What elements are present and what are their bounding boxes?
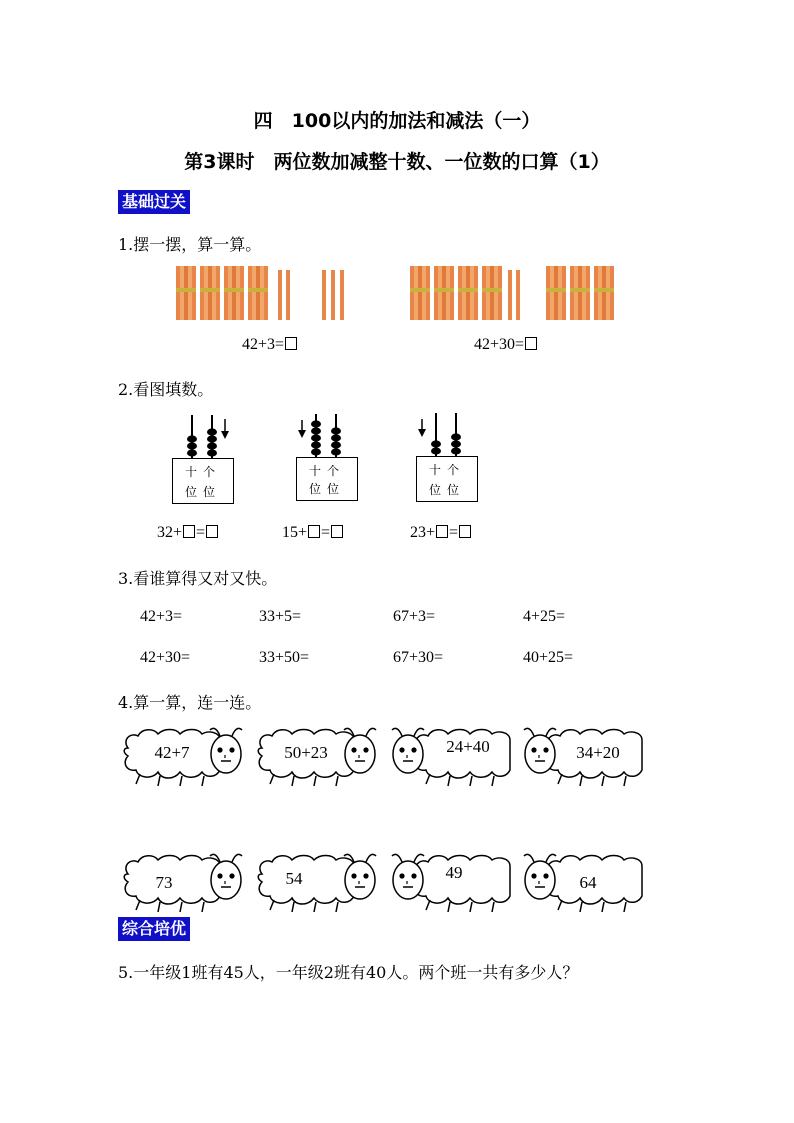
single-stick <box>322 270 326 320</box>
caterpillar-top-1[interactable] <box>120 722 250 788</box>
abacus-3: 十个 位位 <box>416 413 478 505</box>
caterpillar-label: 64 <box>579 873 597 892</box>
caterpillar-bottom-3[interactable] <box>386 848 516 914</box>
q3-item: 33+50= <box>259 649 310 666</box>
caterpillar-top-2[interactable] <box>254 722 384 788</box>
answer-box[interactable] <box>436 525 448 538</box>
stick-bundle <box>176 266 196 320</box>
q3-item: 67+30= <box>393 649 444 666</box>
single-stick <box>516 270 520 320</box>
q1-prompt: 1.摆一摆，算一算。 <box>118 235 262 254</box>
q3-item: 33+5= <box>259 608 302 625</box>
caterpillar-label: 42+7 <box>154 743 190 762</box>
caterpillar-bottom-4[interactable] <box>518 848 648 914</box>
caterpillar-label: 49 <box>445 863 463 882</box>
lesson-title: 第3课时 两位数加减整十数、一位数的口算（1） <box>184 151 610 173</box>
q3-item: 67+3= <box>393 608 436 625</box>
caterpillar-label: 34+20 <box>576 743 620 762</box>
q2-prompt: 2.看图填数。 <box>118 380 214 399</box>
q5-prompt: 5.一年级1班有45人，一年级2班有40人。两个班一共有多少人？ <box>118 963 579 982</box>
answer-box[interactable] <box>206 525 218 538</box>
abacus-1: 十个 位位 <box>172 415 234 505</box>
q3-item: 42+3= <box>140 608 183 625</box>
q2-eq-3: 23+ = <box>410 524 472 542</box>
q3-item: 42+30= <box>140 649 191 666</box>
caterpillar-top-3[interactable] <box>386 722 516 788</box>
caterpillar-label: 24+40 <box>446 737 490 756</box>
answer-box[interactable] <box>308 525 320 538</box>
caterpillar-bottom-1[interactable] <box>120 848 250 914</box>
single-stick <box>508 270 512 320</box>
q1-sticks-left <box>176 262 366 324</box>
answer-box[interactable] <box>459 525 471 538</box>
answer-box[interactable] <box>525 337 537 350</box>
caterpillar-label: 54 <box>285 869 303 888</box>
caterpillar-label: 73 <box>155 873 173 892</box>
single-stick <box>278 270 282 320</box>
caterpillar-top-4[interactable] <box>518 722 648 788</box>
section-basic-badge: 基础过关 <box>118 190 190 214</box>
q3-prompt: 3.看谁算得又对又快。 <box>118 569 278 588</box>
answer-box[interactable] <box>331 525 343 538</box>
section-advanced-badge: 综合培优 <box>118 917 190 941</box>
single-stick <box>331 270 335 320</box>
q4-prompt: 4.算一算，连一连。 <box>118 693 262 712</box>
q3-item: 4+25= <box>523 608 566 625</box>
abacus-2: 十个 位位 <box>296 414 358 504</box>
q2-eq-2: 15+ = <box>282 524 344 542</box>
caterpillar-bottom-2[interactable] <box>254 848 384 914</box>
q3-item: 40+25= <box>523 649 574 666</box>
chapter-title: 四 100以内的加法和减法（一） <box>253 110 541 132</box>
answer-box[interactable] <box>285 337 297 350</box>
single-stick <box>286 270 290 320</box>
q1-eq-right: 42+30= <box>474 336 538 354</box>
single-stick <box>340 270 344 320</box>
caterpillar-label: 50+23 <box>284 743 328 762</box>
answer-box[interactable] <box>183 525 195 538</box>
q2-eq-1: 32+ = <box>157 524 219 542</box>
q1-sticks-right <box>410 262 615 324</box>
q1-eq-left: 42+3= <box>242 336 298 354</box>
